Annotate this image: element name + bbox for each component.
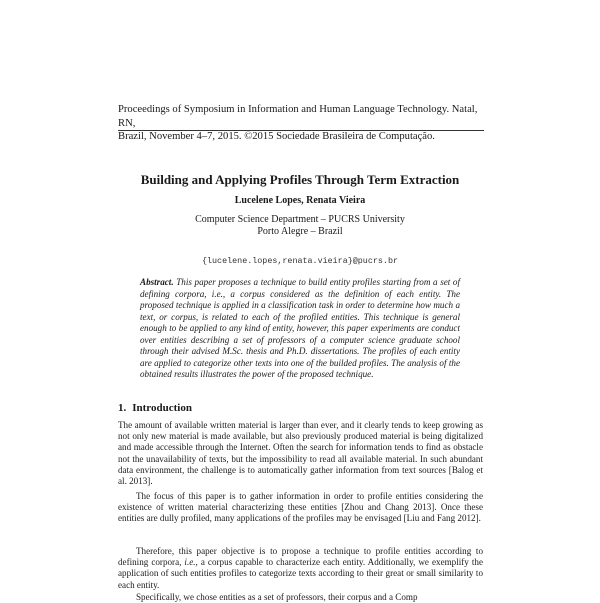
intro-paragraph-3: [118, 546, 483, 591]
intro-paragraph-3-ie: i.e.: [184, 557, 196, 568]
intro-paragraph-3-part-a: Therefore, this paper objective is to propose a technique to profile entities according to defining corpora,: [118, 546, 483, 568]
affiliation-line-1: Computer Science Department – PUCRS University: [195, 214, 405, 225]
abstract: [140, 277, 460, 381]
section-number: 1.: [118, 402, 127, 414]
affiliation-line-2: Porto Alegre – Brazil: [257, 226, 343, 237]
author-email: {lucelene.lopes,renata.vieira}@pucrs.br: [201, 256, 398, 266]
intro-paragraph-2: The focus of this paper is to gather information in order to profile entities considering the existence of written material characterizing these entities [Zhou and Chang 2013]. Once these entities are dully profiled, many applications of the profiles may be envisaged [Liu and Fang 2012].: [118, 491, 483, 524]
paper-title: Building and Applying Profiles Through Term Extraction: [140, 172, 460, 187]
proceedings-line-2: Brazil, November 4–7, 2015. ©2015 Sociedade Brasileira de Computação.: [118, 131, 435, 142]
affiliation: [100, 214, 500, 238]
abstract-label: Abstract.: [140, 277, 174, 287]
paper-authors: Lucelene Lopes, Renata Vieira: [234, 195, 366, 206]
header-rule: [118, 130, 484, 131]
section-title: Introduction: [132, 402, 192, 414]
proceedings-header: [118, 103, 488, 144]
intro-paragraph-4: Specifically, we chose entities as a set of professors, their corpus and a Comp: [136, 592, 418, 602]
intro-paragraph-3-part-b: , a corpus capable to characterize each entity. Additionally, we exemplify the application of such entities profiles to categorize texts according to their great or small similarity to each entity.: [118, 557, 483, 590]
section-heading-introduction: [118, 402, 192, 415]
proceedings-line-1: Proceedings of Symposium in Information and Human Language Technology. Natal, RN,: [118, 104, 478, 129]
abstract-text: This paper proposes a technique to build entity profiles starting from a set of defining corpora, i.e., a corpus considered as the definition of each entity. The proposed technique is applied in a classification task in order to determine how much a text, or corpus, is related to each of the profiled entities. This technique is general enough to be applied to any kind of entity, however, this paper experiments are conduct over entities describing a set of professors of a computer science graduate school through their advised M.Sc. thesis and Ph.D. dissertations. The profiles of each entity are applied to categorize other texts into one of the builded profiles. The analysis of the obtained results illustrates the power of the proposed technique.: [140, 277, 460, 380]
intro-paragraph-1: The amount of available written material is larger than ever, and it clearly tends to keep growing as not only new material is made available, but also previously produced material is being digitalized and made accessible through the Internet. Often the search for information tends to find as obstacle not the unavailability of texts, but the impossibility to read all available material. In such abundant data environment, the challenge is to automatically gather information from text sources [Balog et al. 2013].: [118, 420, 483, 487]
